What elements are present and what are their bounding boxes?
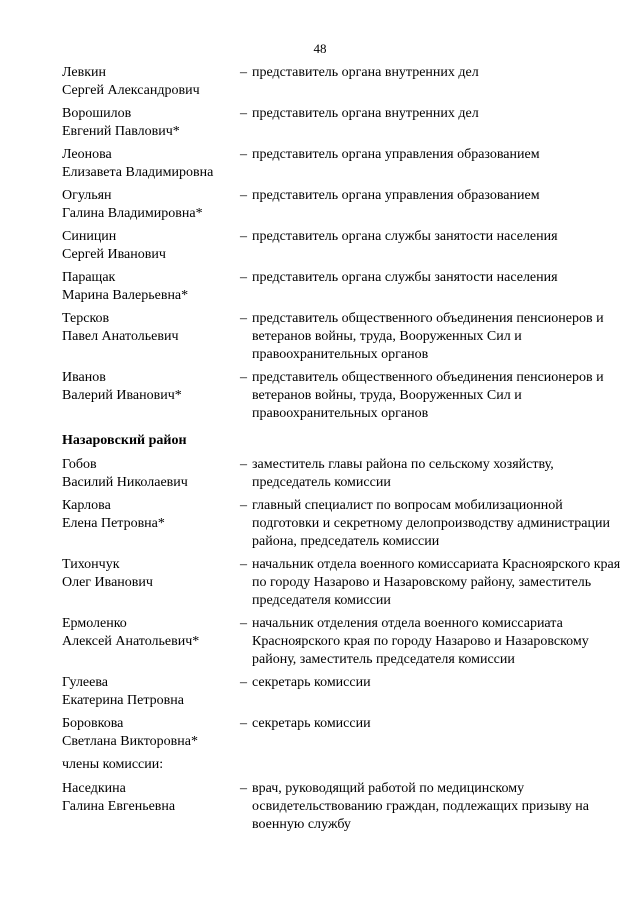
member-role xyxy=(240,715,622,751)
member-role-text: представитель органа управления образованием xyxy=(252,147,540,162)
top-entries xyxy=(62,64,622,423)
member-entry xyxy=(62,556,622,610)
member-entry xyxy=(62,228,622,264)
dash-marker: – xyxy=(240,498,247,513)
member-last-name: Гулеева xyxy=(62,675,108,690)
member-role-text: представитель органа службы занятости населения xyxy=(252,229,558,244)
member-first-name: Евгений Павлович* xyxy=(62,124,180,139)
member-name xyxy=(62,187,240,223)
member-entry xyxy=(62,187,622,223)
dash-marker: – xyxy=(240,311,247,326)
member-role-text: представитель общественного объединения пенсионеров и ветеранов войны, труда, Вооруженных Сил и правоохранительных органов xyxy=(252,311,604,362)
member-first-name: Галина Владимировна* xyxy=(62,206,203,221)
member-role-text: заместитель главы района по сельскому хозяйству, председатель комиссии xyxy=(252,457,554,490)
member-name xyxy=(62,715,240,751)
member-name xyxy=(62,310,240,364)
member-last-name: Леонова xyxy=(62,147,112,162)
member-role xyxy=(240,269,622,305)
member-last-name: Боровкова xyxy=(62,716,124,731)
member-entry xyxy=(62,615,622,669)
dash-marker: – xyxy=(240,270,247,285)
member-name xyxy=(62,497,240,551)
member-role xyxy=(240,456,622,492)
member-entry xyxy=(62,674,622,710)
member-last-name: Паращак xyxy=(62,270,116,285)
member-first-name: Елена Петровна* xyxy=(62,516,165,531)
member-first-name: Сергей Александрович xyxy=(62,83,200,98)
member-role xyxy=(240,310,622,364)
member-name xyxy=(62,228,240,264)
member-name xyxy=(62,64,240,100)
section-title: Назаровский район xyxy=(62,433,187,448)
member-role xyxy=(240,146,622,182)
member-last-name: Тихончук xyxy=(62,557,120,572)
member-role-text: секретарь комиссии xyxy=(252,675,371,690)
member-name xyxy=(62,615,240,669)
member-first-name: Екатерина Петровна xyxy=(62,693,184,708)
member-role xyxy=(240,780,622,834)
dash-marker: – xyxy=(240,147,247,162)
member-role xyxy=(240,369,622,423)
dash-marker: – xyxy=(240,716,247,731)
member-entry xyxy=(62,715,622,751)
member-role-text: представитель органа внутренних дел xyxy=(252,65,479,80)
member-role xyxy=(240,228,622,264)
member-last-name: Ворошилов xyxy=(62,106,132,121)
member-last-name: Левкин xyxy=(62,65,107,80)
member-role-text: главный специалист по вопросам мобилизационной подготовки и секретному делопроизводству администрации района, председатель комиссии xyxy=(252,498,610,549)
dash-marker: – xyxy=(240,229,247,244)
member-name xyxy=(62,369,240,423)
member-role-text: секретарь комиссии xyxy=(252,716,371,731)
dash-marker: – xyxy=(240,675,247,690)
member-first-name: Алексей Анатольевич* xyxy=(62,634,200,649)
member-last-name: Гобов xyxy=(62,457,97,472)
members-entries xyxy=(62,780,622,834)
member-role-text: представитель органа внутренних дел xyxy=(252,106,479,121)
dash-marker: – xyxy=(240,188,247,203)
member-name xyxy=(62,674,240,710)
member-last-name: Огульян xyxy=(62,188,112,203)
page-number: 48 xyxy=(313,41,327,56)
member-role xyxy=(240,674,622,710)
dash-marker: – xyxy=(240,65,247,80)
member-entry xyxy=(62,64,622,100)
member-first-name: Елизавета Владимировна xyxy=(62,165,214,180)
member-first-name: Валерий Иванович* xyxy=(62,388,182,403)
member-entry xyxy=(62,269,622,305)
member-first-name: Олег Иванович xyxy=(62,575,153,590)
member-entry xyxy=(62,497,622,551)
member-name xyxy=(62,456,240,492)
member-name xyxy=(62,146,240,182)
commission-list xyxy=(62,64,622,839)
member-name xyxy=(62,269,240,305)
member-entry xyxy=(62,369,622,423)
member-name xyxy=(62,105,240,141)
member-role-text: начальник отдела военного комиссариата Красноярского края по городу Назарово и Назаровскому району, заместитель председателя комиссии xyxy=(252,557,621,608)
member-first-name: Василий Николаевич xyxy=(62,475,188,490)
member-first-name: Светлана Викторовна* xyxy=(62,734,198,749)
member-first-name: Павел Анатольевич xyxy=(62,329,179,344)
member-role xyxy=(240,187,622,223)
member-first-name: Марина Валерьевна* xyxy=(62,288,189,303)
member-role xyxy=(240,105,622,141)
dash-marker: – xyxy=(240,106,247,121)
member-entry xyxy=(62,456,622,492)
dash-marker: – xyxy=(240,781,247,796)
dash-marker: – xyxy=(240,370,247,385)
dash-marker: – xyxy=(240,616,247,631)
member-last-name: Наседкина xyxy=(62,781,126,796)
member-last-name: Ермоленко xyxy=(62,616,127,631)
member-name xyxy=(62,556,240,610)
member-entry xyxy=(62,780,622,834)
member-role xyxy=(240,497,622,551)
member-first-name: Галина Евгеньевна xyxy=(62,799,176,814)
member-last-name: Терсков xyxy=(62,311,110,326)
member-entry xyxy=(62,105,622,141)
section-entries xyxy=(62,456,622,751)
member-entry xyxy=(62,146,622,182)
member-role xyxy=(240,64,622,100)
member-role-text: представитель общественного объединения пенсионеров и ветеранов войны, труда, Вооруженных Сил и правоохранительных органов xyxy=(252,370,604,421)
member-role-text: представитель органа службы занятости населения xyxy=(252,270,558,285)
dash-marker: – xyxy=(240,557,247,572)
member-last-name: Синицин xyxy=(62,229,117,244)
member-role xyxy=(240,615,622,669)
member-role-text: представитель органа управления образованием xyxy=(252,188,540,203)
members-label: члены комиссии: xyxy=(62,757,164,772)
member-last-name: Иванов xyxy=(62,370,106,385)
dash-marker: – xyxy=(240,457,247,472)
member-entry xyxy=(62,310,622,364)
member-role xyxy=(240,556,622,610)
member-first-name: Сергей Иванович xyxy=(62,247,166,262)
member-role-text: врач, руководящий работой по медицинскому освидетельствованию граждан, подлежащих призыву на военную службу xyxy=(252,781,589,832)
member-last-name: Карлова xyxy=(62,498,111,513)
member-name xyxy=(62,780,240,834)
member-role-text: начальник отделения отдела военного комиссариата Красноярского края по городу Назарово и Назаровскому району, заместитель председателя комиссии xyxy=(252,616,589,667)
